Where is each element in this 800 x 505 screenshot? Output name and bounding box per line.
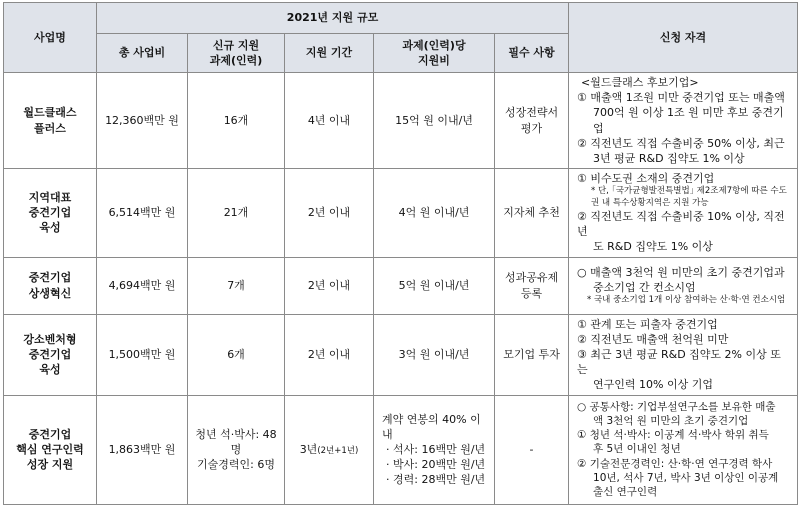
header-total: 총 사업비 bbox=[97, 34, 188, 73]
program-name: 중견기업 핵심 연구인력 성장 지원 bbox=[4, 395, 97, 504]
header-per-task: 과제(인력)당 지원비 bbox=[374, 34, 495, 73]
per-task-funding: 4억 원 이내/년 bbox=[374, 169, 495, 258]
header-period: 지원 기간 bbox=[285, 34, 374, 73]
table-row bbox=[4, 314, 798, 395]
header-row-1 bbox=[4, 3, 798, 34]
new-tasks: 6개 bbox=[188, 314, 285, 395]
header-new-tasks: 신규 지원 과제(인력) bbox=[188, 34, 285, 73]
table-row bbox=[4, 169, 798, 258]
support-period: 2년 이내 bbox=[285, 257, 374, 314]
header-qualification: 신청 자격 bbox=[569, 3, 798, 73]
per-task-funding: 계약 연봉의 40% 이내 · 석사: 16백만 원/년 · 박사: 20백만 원/년 · 경력: 28백만 원/년 bbox=[374, 395, 495, 504]
table-row bbox=[4, 395, 798, 504]
qualification-cell: ○ 매출액 3천억 원 미만의 초기 중견기업과 중소기업 간 컨소시엄 * 국내 중소기업 1개 이상 참여하는 산·학·연 컨소시엄 bbox=[569, 257, 798, 314]
required-item: 성장전략서 평가 bbox=[495, 73, 569, 169]
support-period: 4년 이내 bbox=[285, 73, 374, 169]
qualification-cell: ① 관계 또는 피출자 중견기업 ② 직전년도 매출액 천억원 미만 ③ 최근 3년 평균 R&D 집약도 2% 이상 또는 연구인력 10% 이상 기업 bbox=[569, 314, 798, 395]
program-name: 월드클래스 플러스 bbox=[4, 73, 97, 169]
header-required: 필수 사항 bbox=[495, 34, 569, 73]
total-budget: 4,694백만 원 bbox=[97, 257, 188, 314]
total-budget: 1,863백만 원 bbox=[97, 395, 188, 504]
required-item: 모기업 투자 bbox=[495, 314, 569, 395]
header-group: 2021년 지원 규모 bbox=[97, 3, 569, 34]
program-name: 강소벤처형 중견기업 육성 bbox=[4, 314, 97, 395]
new-tasks: 21개 bbox=[188, 169, 285, 258]
required-item: - bbox=[495, 395, 569, 504]
support-period: 3년(2년+1년) bbox=[285, 395, 374, 504]
per-task-funding: 5억 원 이내/년 bbox=[374, 257, 495, 314]
total-budget: 1,500백만 원 bbox=[97, 314, 188, 395]
per-task-funding: 3억 원 이내/년 bbox=[374, 314, 495, 395]
qualification-cell: ○ 공통사항: 기업부설연구소를 보유한 매출 액 3천억 원 미만의 초기 중견기업 ① 청년 석·박사: 이공계 석·박사 학위 취득 후 5년 이내인 청년 ② 기술전문경력인: 산·학·연 연구경력 학사 10년, 석사 7년, 박사 3년 이상인 이공계 출신 연구인력 bbox=[569, 395, 798, 504]
program-name: 중견기업 상생혁신 bbox=[4, 257, 97, 314]
support-table bbox=[3, 2, 798, 505]
program-name: 지역대표 중견기업 육성 bbox=[4, 169, 97, 258]
qualification-cell: <월드클래스 후보기업> ① 매출액 1조원 미만 중견기업 또는 매출액 700억 원 이상 1조 원 미만 후보 중견기업 ② 직전년도 직접 수출비중 50% 이상, 최근 3년 평균 R&D 집약도 1% 이상 bbox=[569, 73, 798, 169]
required-item: 성과공유제 등록 bbox=[495, 257, 569, 314]
new-tasks: 16개 bbox=[188, 73, 285, 169]
per-task-funding: 15억 원 이내/년 bbox=[374, 73, 495, 169]
new-tasks: 7개 bbox=[188, 257, 285, 314]
new-tasks: 청년 석·박사: 48명 기술경력인: 6명 bbox=[188, 395, 285, 504]
total-budget: 12,360백만 원 bbox=[97, 73, 188, 169]
qualification-cell: ① 비수도권 소재의 중견기업 * 단, ｢국가균형발전특별법｣ 제2조제7항에 따른 수도 권 내 특수상황지역은 지원 가능 ② 직전년도 직접 수출비중 10% 이상, 직전년 도 R&D 집약도 1% 이상 bbox=[569, 169, 798, 258]
table-row bbox=[4, 73, 798, 169]
support-period: 2년 이내 bbox=[285, 314, 374, 395]
header-program: 사업명 bbox=[4, 3, 97, 73]
total-budget: 6,514백만 원 bbox=[97, 169, 188, 258]
table-row bbox=[4, 257, 798, 314]
support-period: 2년 이내 bbox=[285, 169, 374, 258]
required-item: 지자체 추천 bbox=[495, 169, 569, 258]
